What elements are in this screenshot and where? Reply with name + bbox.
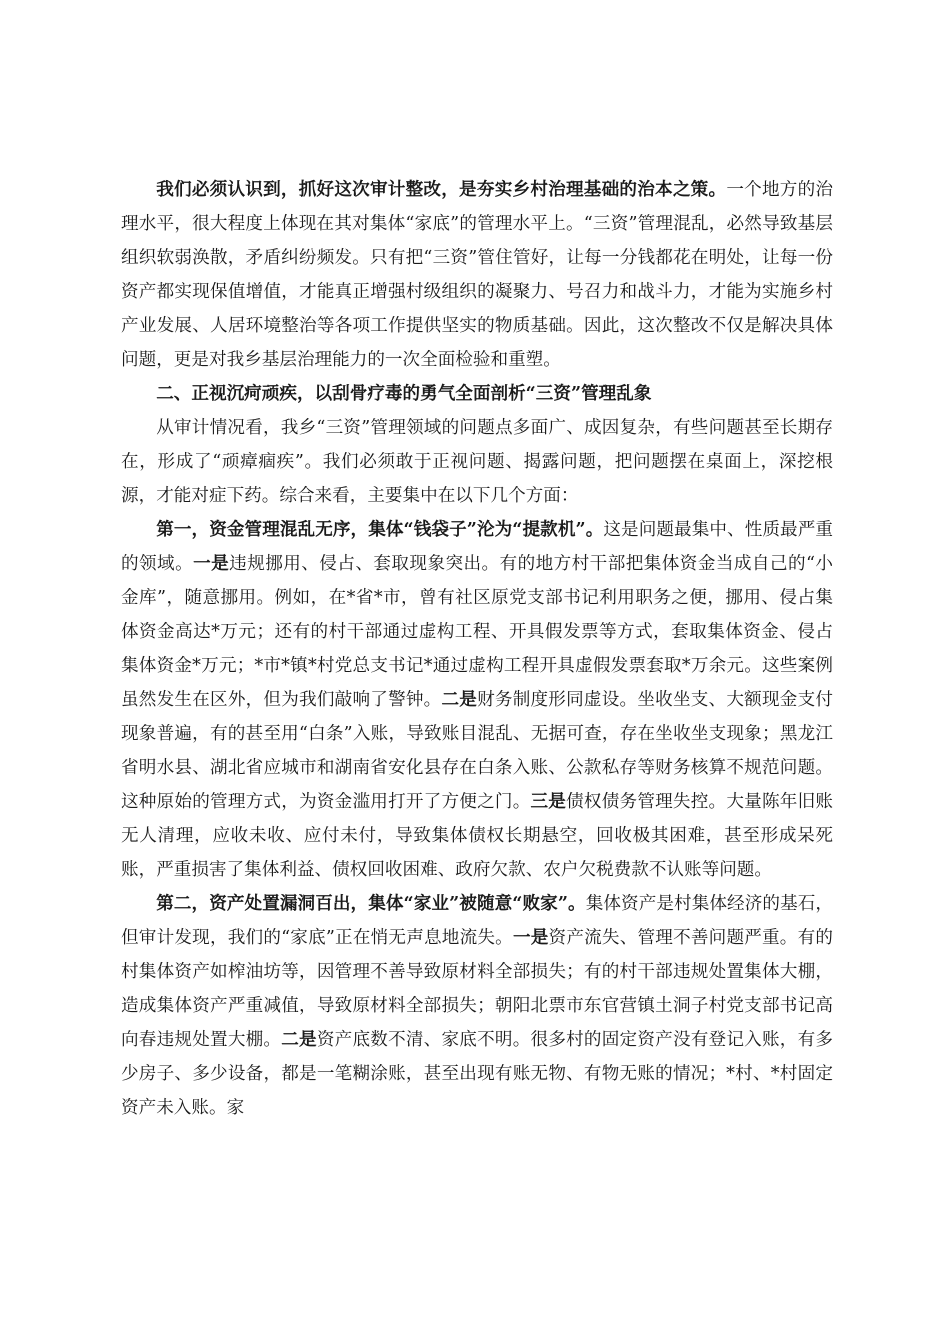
paragraph-text: 这是问题最集中、性质最严重的领域。: [121, 520, 833, 574]
paragraph-lead: 第一，资金管理混乱无序，集体“钱袋子”沦为“提款机”。: [156, 519, 604, 540]
point-marker: 三是: [530, 791, 567, 812]
paragraph-lead: 第二，资产处置漏洞百出，集体“家业”被随意“败家”。: [156, 893, 586, 914]
paragraph-text: 集体资产是村集体经济的基石，但审计发现，我们的“家底”正在悄无声息地流失。: [121, 894, 833, 948]
paragraph-text: 违规挪用、侵占、套取现象突出。有的地方村干部把集体资金当成自己的“小金库”，随意挪用。例如，在*省*市，曾有社区原党支部书记利用职务之便，挪用、侵占集体资金高达*万元；还有的村干部通过虚构工程、开具假发票等方式，套取集体资金、侵占集体资金*万元；*市*镇*村党总支书记*通过虚构工程开具虚假发票套取*万余元。这些案例虽然发生在区外，但为我们敲响了警钟。: [121, 554, 833, 710]
point-marker: 一是: [193, 553, 230, 574]
paragraph-governance: [121, 173, 833, 377]
paragraph-funds: [121, 513, 833, 887]
point-marker: 二是: [441, 689, 478, 710]
point-marker: 二是: [281, 1029, 317, 1050]
paragraph-lead: 我们必须认识到，抓好这次审计整改，是夯实乡村治理基础的治本之策。: [156, 179, 727, 200]
paragraph-text: 资产底数不清、家底不明。很多村的固定资产没有登记入账，有多少房子、多少设备，都是一笔糊涂账，甚至出现有账无物、有物无账的情况；*村、*村固定资产未入账。家: [121, 1030, 833, 1118]
point-marker: 一是: [512, 927, 549, 948]
paragraph-assets: [121, 887, 833, 1125]
section-heading: 二、正视沉疴顽疾，以刮骨疗毒的勇气全面剖析“三资”管理乱象: [156, 383, 652, 404]
paragraph-text: 一个地方的治理水平，很大程度上体现在其对集体“家底”的管理水平上。“三资”管理混乱，必然导致基层组织软弱涣散，矛盾纠纷频发。只有把“三资”管住管好，让每一分钱都花在明处，让每一份资产都实现保值增值，才能真正增强村级组织的凝聚力、号召力和战斗力，才能为实施乡村产业发展、人居环境整治等各项工作提供坚实的物质基础。因此，这次整改不仅是解决具体问题，更是对我乡基层治理能力的一次全面检验和重塑。: [121, 180, 833, 370]
paragraph-text: 财务制度形同虚设。坐收坐支、大额现金支付现象普遍，有的甚至用“白条”入账，导致账目混乱、无据可查，存在坐收坐支现象；黑龙江省明水县、湖北省应城市和湖南省安化县存在白条入账、公款私存等财务核算不规范问题。这种原始的管理方式，为资金滥用打开了方便之门。: [121, 690, 833, 812]
paragraph-text: 债权债务管理失控。大量陈年旧账无人清理，应收未收、应付未付，导致集体债权长期悬空，回收极其困难，甚至形成呆死账，严重损害了集体利益、债权回收困难、政府欠款、农户欠税费款不认账等问题。: [121, 792, 833, 880]
paragraph-overview: 从审计情况看，我乡“三资”管理领域的问题点多面广、成因复杂，有些问题甚至长期存在，形成了“顽瘴痼疾”。我们必须敢于正视问题、揭露问题，把问题摆在桌面上，深挖根源，才能对症下药。综合来看，主要集中在以下几个方面：: [121, 418, 833, 506]
document-body: [121, 173, 833, 1125]
paragraph-text: 资产流失、管理不善问题严重。有的村集体资产如榨油坊等，因管理不善导致原材料全部损失；有的村干部违规处置集体大棚，造成集体资产严重减值，导致原材料全部损失；朝阳北票市东官营镇土洞子村党支部书记高向春违规处置大棚。: [121, 928, 833, 1050]
